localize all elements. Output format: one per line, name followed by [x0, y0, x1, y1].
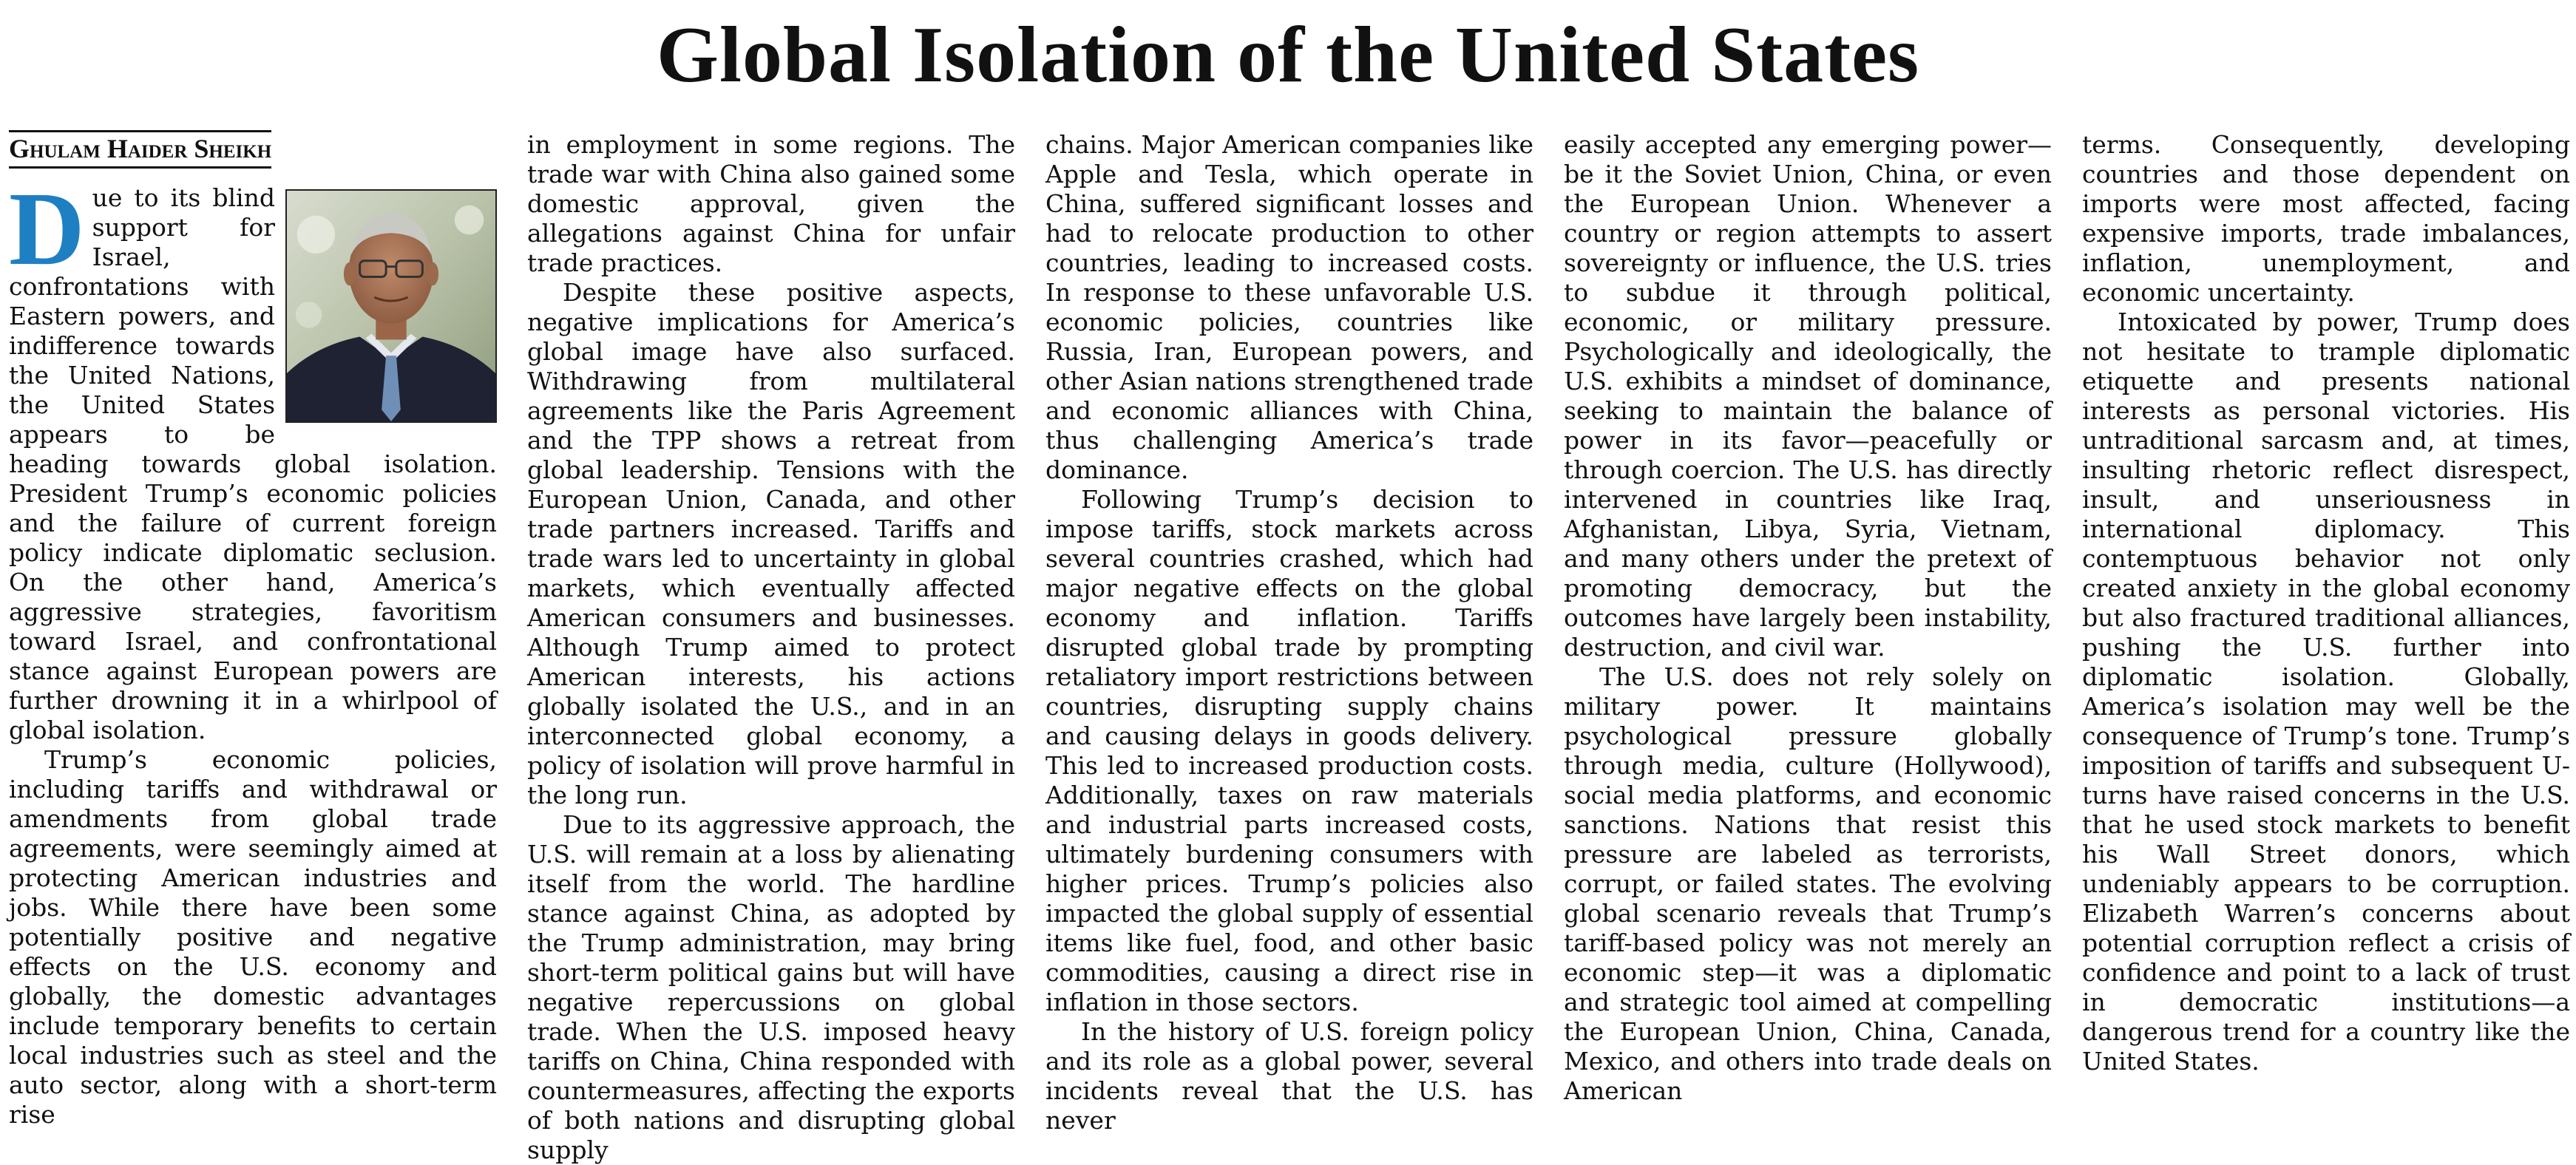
author-portrait: [285, 189, 497, 423]
author-portrait-image: [287, 191, 495, 421]
article-paragraph: Intoxicated by power, Trump does not hesitate to trample diplomatic etiquette and presents national interests as personal victories. His untraditional sarcasm and, at times, insulting rhetoric reflect disrespect, insult, and unseriousness in international diplomacy. This contemptuous behavior not only created anxiety in the global economy but also fractured traditional alliances, pushing the U.S. further into diplomatic isolation. Globally, America’s isolation may well be the consequence of Trump’s tone. Trump’s imposition of tariffs and subsequent U-turns have raised concerns in the U.S. that he used stock markets to benefit his Wall Street donors, which undeniably appears to be corruption. Elizabeth Warren’s concerns about potential corruption reflect a crisis of confidence and point to a lack of trust in democratic institutions—a dangerous trend for a country like the United States.: [2082, 308, 2570, 1076]
byline: Ghulam Haider Sheikh: [9, 130, 271, 169]
article-text: ue to its blind support for Israel, confrontations with Eastern powers, and indifference towards the United Nations, the United States appears to be heading towards global isolation. President Trump’s economic policies and the failure of current foreign policy indicate diplomatic seclusion. On the other hand, America’s aggressive strategies, favoritism toward Israel, and confrontational stance against European powers are further drowning it in a whirlpool of global isolation.: [9, 183, 497, 744]
article-paragraph: [9, 170, 497, 745]
article-paragraph: Following Trump’s decision to impose tariffs, stock markets across several countries crashed, which had major negative effects on the global economy and inflation. Tariffs disrupted global trade by prompting retaliatory import restrictions between countries, disrupting supply chains and causing delays in goods delivery. This led to increased production costs. Additionally, taxes on raw materials and industrial parts increased costs, ultimately burdening consumers with higher prices. Trump’s policies also impacted the global supply of essential items like fuel, food, and other basic commodities, causing a direct rise in inflation in those sectors.: [1045, 485, 1533, 1016]
article-column-2: [527, 130, 1015, 1164]
article-paragraph: in employment in some regions. The trade war with China also gained some domestic approval, given the allegations against China for unfair trade practices.: [527, 130, 1015, 277]
headline: Global Isolation of the United States: [656, 11, 1920, 99]
article-paragraph: The U.S. does not rely solely on military power. It maintains psychological pressure globally through media, culture (Hollywood), social media platforms, and economic sanctions. Nations that resist this pressure are labeled as terrorists, corrupt, or failed states. The evolving global scenario reveals that Trump’s tariff-based policy was not merely an economic step—it was a diplomatic and strategic tool aimed at compelling the European Union, China, Canada, Mexico, and others into trade deals on American: [1564, 662, 2052, 1105]
article-paragraph: chains. Major American companies like Apple and Tesla, which operate in China, suffered significant losses and had to relocate production to other countries, leading to increased costs. In response to these unfavorable U.S. economic policies, countries like Russia, Iran, European powers, and other Asian nations strengthened trade and economic alliances with China, thus challenging America’s trade dominance.: [1045, 130, 1533, 484]
article-column-3: [1045, 130, 1533, 1135]
article-column-1: [9, 130, 497, 1129]
article-paragraph: Due to its aggressive approach, the U.S. will remain at a loss by alienating itself from the world. The hardline stance against China, as adopted by the Trump administration, may bring short-term political gains but will have negative repercussions on global trade. When the U.S. imposed heavy tariffs on China, China responded with countermeasures, affecting the exports of both nations and disrupting global supply: [527, 810, 1015, 1164]
article-paragraph: Despite these positive aspects, negative implications for America’s global image have also surfaced. Withdrawing from multilateral agreements like the Paris Agreement and the TPP shows a retreat from global leadership. Tensions with the European Union, Canada, and other trade partners increased. Tariffs and trade wars led to uncertainty in global markets, which eventually affected American consumers and businesses. Although Trump aimed to protect American interests, his actions globally isolated the U.S., and in an interconnected global economy, a policy of isolation will prove harmful in the long run.: [527, 278, 1015, 809]
drop-cap: D: [9, 170, 85, 287]
article-paragraph: Trump’s economic policies, including tariffs and withdrawal or amendments from global trade agreements, were seemingly aimed at protecting American industries and jobs. While there have been some potentially positive and negative effects on the U.S. economy and globally, the domestic advantages include temporary benefits to certain local industries such as steel and the auto sector, along with a short-term rise: [9, 745, 497, 1129]
article-paragraph: In the history of U.S. foreign policy and its role as a global power, several incidents reveal that the U.S. has never: [1045, 1017, 1533, 1135]
article-paragraph: terms. Consequently, developing countries and those dependent on imports were most affected, facing expensive imports, trade imbalances, inflation, unemployment, and economic uncertainty.: [2082, 130, 2570, 307]
article-column-4: [1564, 130, 2052, 1105]
article-column-5: [2082, 130, 2570, 1098]
article-paragraph: easily accepted any emerging power—be it the Soviet Union, China, or even the European Union. Whenever a country or region attempts to assert sovereignty or influence, the U.S. tries to subdue it through political, economic, or military pressure. Psychologically and ideologically, the U.S. exhibits a mindset of dominance, seeking to maintain the balance of power in its favor—peacefully or through coercion. The U.S. has directly intervened in countries like Iraq, Afghanistan, Libya, Syria, Vietnam, and many others under the pretext of promoting democracy, but the outcomes have largely been instability, destruction, and civil war.: [1564, 130, 2052, 662]
